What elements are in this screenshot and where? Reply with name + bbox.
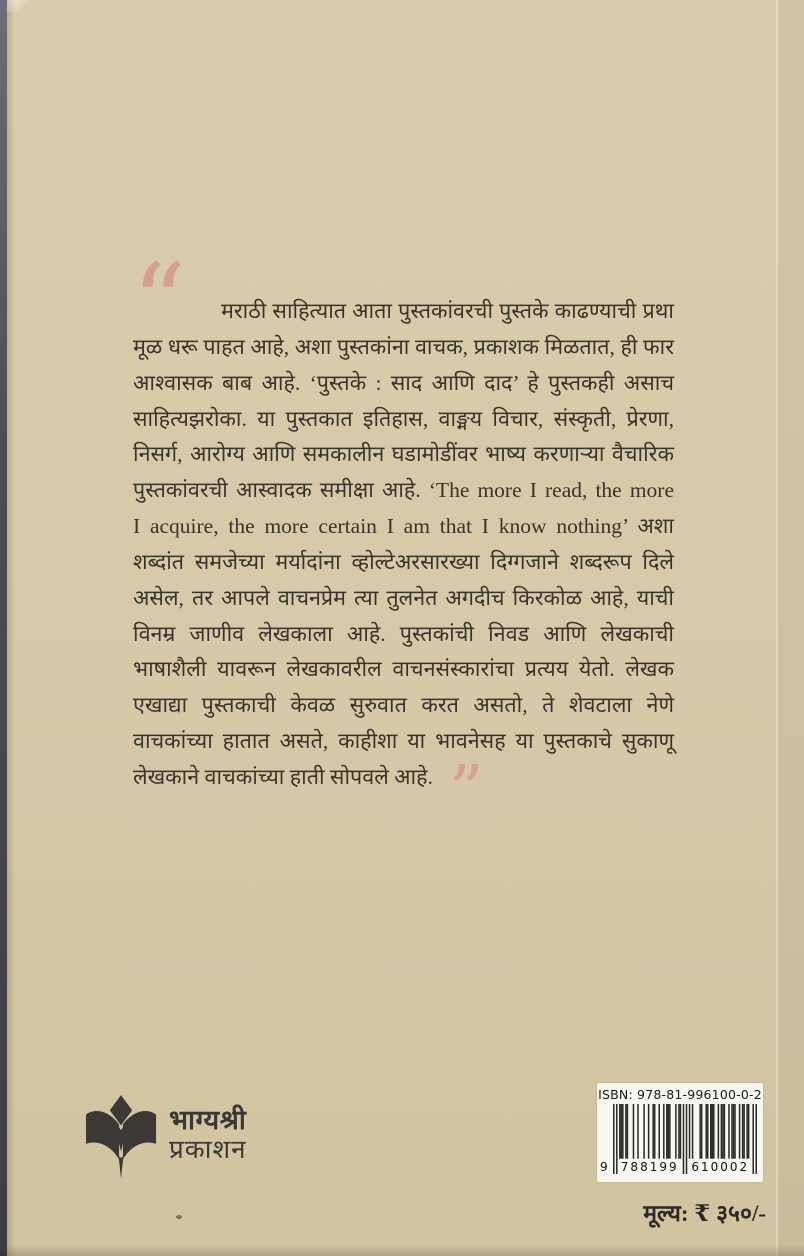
blurb-line: आश्वासक बाब आहे. ‘पुस्तके : साद आणि दाद’ हे पुस्तकही असाच [133, 370, 674, 395]
price-label: मूल्य: ₹ ३५०/- [643, 1201, 766, 1226]
barcode-digit-group: 788199 [620, 1160, 679, 1174]
cover-blemish [176, 1215, 182, 1219]
publisher-name-line2: प्रकाशन [169, 1134, 247, 1164]
spine-edge [0, 0, 7, 1256]
blurb-line: शब्दांत समजेच्या मर्यादांना व्होल्टेअरसारख्या दिग्गजाने शब्दरूप दिले [133, 549, 674, 574]
barcode-digit-group: 9 [600, 1160, 608, 1174]
blurb-line: विनम्र जाणीव लेखकाला आहे. पुस्तकांची निवड आणि लेखकाची [133, 621, 674, 646]
blurb-line: लेखकाने वाचकांच्या हाती सोपवले आहे. ” [133, 751, 484, 831]
publisher-name-line1: भाग्यश्री [169, 1105, 247, 1135]
blurb-line: पुस्तकांवरची आस्वादक समीक्षा आहे. ‘The more I read, the more [133, 478, 674, 503]
cover-right-shade [778, 0, 804, 1256]
ean13-barcode [600, 1104, 757, 1174]
blurb-line: मूळ धरू पाहत आहे, अशा पुस्तकांना वाचक, प्रकाशक मिळतात, ही फार [133, 334, 674, 359]
isbn-barcode-box [597, 1083, 763, 1182]
blurb-line: I acquire, the more certain I am that I know nothing’ अशा [133, 514, 674, 539]
publisher-logo-icon [84, 1094, 158, 1182]
blurb-text [133, 294, 674, 831]
blurb-line: मराठी साहित्यात आता पुस्तकांवरची पुस्तके काढण्याची प्रथा [221, 299, 674, 323]
publisher-block [84, 1094, 247, 1182]
isbn-label: ISBN: 978-81-996100-0-2 [598, 1087, 762, 1102]
publisher-name [169, 1106, 247, 1164]
blurb-line: एखाद्या पुस्तकाची केवळ सुरुवात करत असतो, ते शेवटाला नेणे [133, 693, 674, 718]
open-quote-icon: “ [132, 241, 187, 364]
spine-shadow [7, 0, 15, 1256]
barcode-digit-group: 610002 [691, 1160, 750, 1174]
blurb-line: भाषाशैली यावरून लेखकावरील वाचनसंस्कारांचा प्रत्यय येतो. लेखक [133, 657, 674, 682]
blurb-line: वाचकांच्या हातात असते, काहीशा या भावनेसह या पुस्तकाचे सुकाणू [133, 729, 674, 754]
blurb-line: असेल, तर आपले वाचनप्रेम त्या तुलनेत अगदीच किरकोळ आहे, याची [133, 585, 674, 610]
blurb-line: साहित्यझरोका. या पुस्तकात इतिहास, वाङ्मय विचार, संस्कृती, प्रेरणा, [133, 406, 674, 431]
blurb-line: निसर्ग, आरोग्य आणि समकालीन घडामोडींवर भाष्य करणाऱ्या वैचारिक [133, 442, 674, 467]
bottom-edge-shadow [0, 1244, 804, 1256]
